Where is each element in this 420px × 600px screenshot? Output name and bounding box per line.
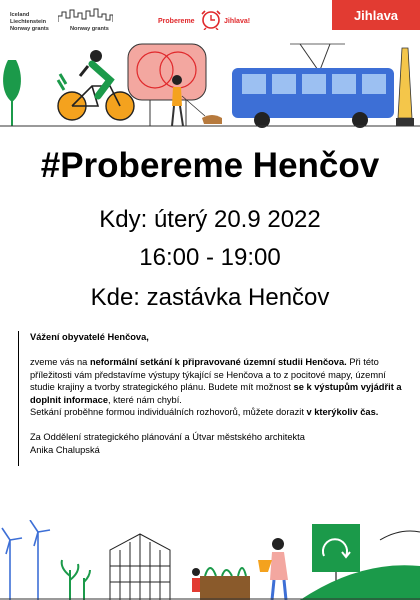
pink-billboard-icon [128,44,206,126]
top-illustration [0,40,420,130]
tree-icon [3,60,21,126]
letter-left-rule [18,331,19,466]
p1-mid: Při této příležitosti vám představíme výstupy týkající se Henčova a to z pocitové mapy, územní studie krajiny a tvorby strategického plánu. Budete mít možnost [30,357,386,392]
p2-bold: v kterýkoliv čas. [306,407,379,417]
grants-logo-line3: Norway grants [10,26,49,32]
p2-start: Setkání proběhne formou individuálních rozhovorů, můžete dorazit [30,407,307,417]
bottom-illustration [0,520,420,600]
page-title: #Probereme Henčov [40,146,380,185]
p1-bold-1: neformální setkání k připravované územní studii Henčova. [89,357,347,367]
probereme-logo-left: Probereme [158,18,195,25]
event-location: Kde: zastávka Henčov [90,284,330,311]
trolleybus-icon [232,44,394,128]
invitation-letter [18,331,402,456]
p1-bold-2: se k výstupům vyjádřit a doplnit informace [30,382,402,405]
p1-end: , které nám chybí. [108,394,182,405]
p1-start: zveme vás na [30,357,90,367]
letter-greeting: Vážení obyvatelé Henčova, [30,332,149,342]
letter-signature-2: Anika Chalupská [30,444,100,455]
letter-paragraph-2 [18,406,402,419]
probereme-logo-right: Jihlava! [224,18,251,25]
alarm-clock-icon [201,8,221,30]
header [0,0,420,40]
grants-logo-line2: Liechtenstein [10,19,47,25]
greenhouse-icon [110,534,170,600]
jihlava-logo: Jihlava [332,0,420,30]
gardener-icon [258,538,288,600]
grants-logo [10,8,115,38]
letter-signature-1: Za Oddělení strategického plánování a Útvar městského architekta [30,432,305,442]
letter-paragraph-1 [18,356,402,406]
hill-outline-icon [380,531,420,540]
grants-logo-right: Norway grants [70,26,109,32]
plant-icon [62,560,90,600]
probereme-logo [148,6,273,36]
wind-turbine-icon [2,520,50,600]
skyline-icon [58,8,113,22]
event-time: 16:00 - 19:00 [139,244,281,271]
cyclist-icon [58,50,134,120]
raised-bed-icon [192,568,250,600]
lamp-icon [396,48,414,126]
grants-logo-line1: Iceland [10,12,30,18]
event-date: Kdy: úterý 20.9 2022 [99,206,321,233]
